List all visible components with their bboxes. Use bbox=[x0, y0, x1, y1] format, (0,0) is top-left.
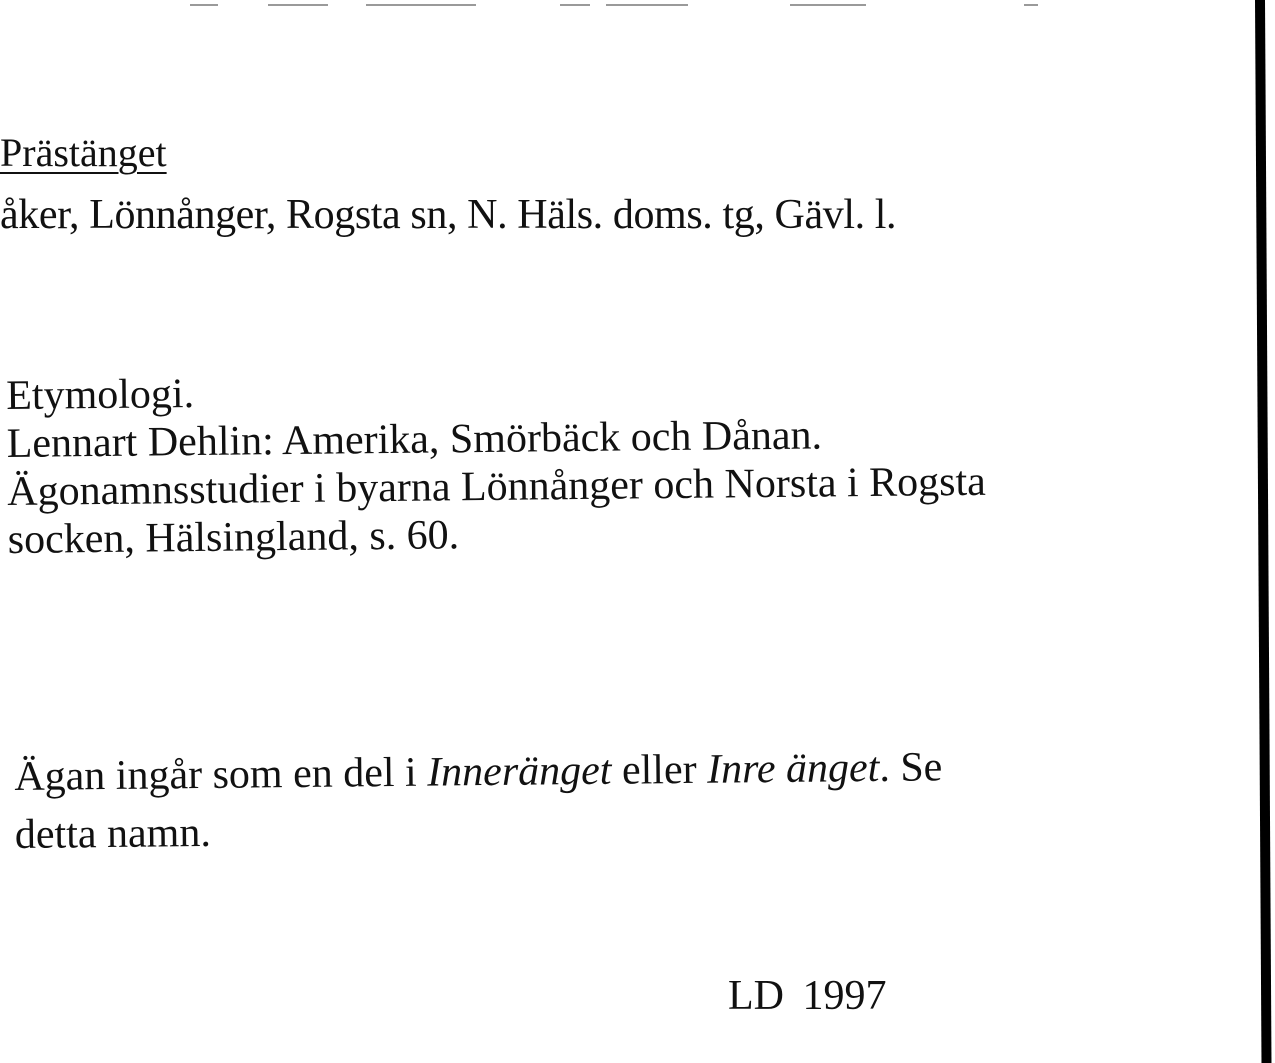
etymology-line: Ägonamnsstudier i byarna Lönnånger och Norsta i Rogsta bbox=[7, 458, 987, 515]
location-line: åker, Lönnånger, Rogsta sn, N. Häls. doms. tg, Gävl. l. bbox=[0, 192, 897, 238]
note-line-1 bbox=[14, 738, 943, 806]
scan-speck bbox=[790, 4, 866, 6]
note-italic-name: Inre änget bbox=[706, 744, 880, 793]
note-line-2: detta namn. bbox=[14, 809, 212, 858]
note-text: . Se bbox=[879, 744, 943, 791]
note-text: Ägan ingår som en del i bbox=[14, 749, 428, 800]
scan-speck bbox=[560, 4, 590, 6]
scan-speck bbox=[366, 4, 476, 6]
entry-title: Prästänget bbox=[0, 130, 167, 175]
scan-speck bbox=[606, 4, 688, 6]
scan-edge-bar bbox=[1255, 0, 1271, 1063]
signature: LD 1997 bbox=[728, 973, 887, 1019]
etymology-heading: Etymologi. bbox=[6, 371, 195, 419]
etymology-section bbox=[6, 362, 987, 564]
scan-speck bbox=[268, 4, 328, 6]
note-section bbox=[14, 738, 943, 864]
note-italic-name: Inneränget bbox=[426, 747, 612, 796]
etymology-line: Lennart Dehlin: Amerika, Smörbäck och Dånan. bbox=[6, 412, 823, 467]
scan-speck bbox=[1024, 4, 1038, 6]
scan-speck bbox=[190, 4, 218, 6]
etymology-line: socken, Hälsingland, s. 60. bbox=[7, 512, 460, 563]
note-text: eller bbox=[611, 746, 708, 794]
